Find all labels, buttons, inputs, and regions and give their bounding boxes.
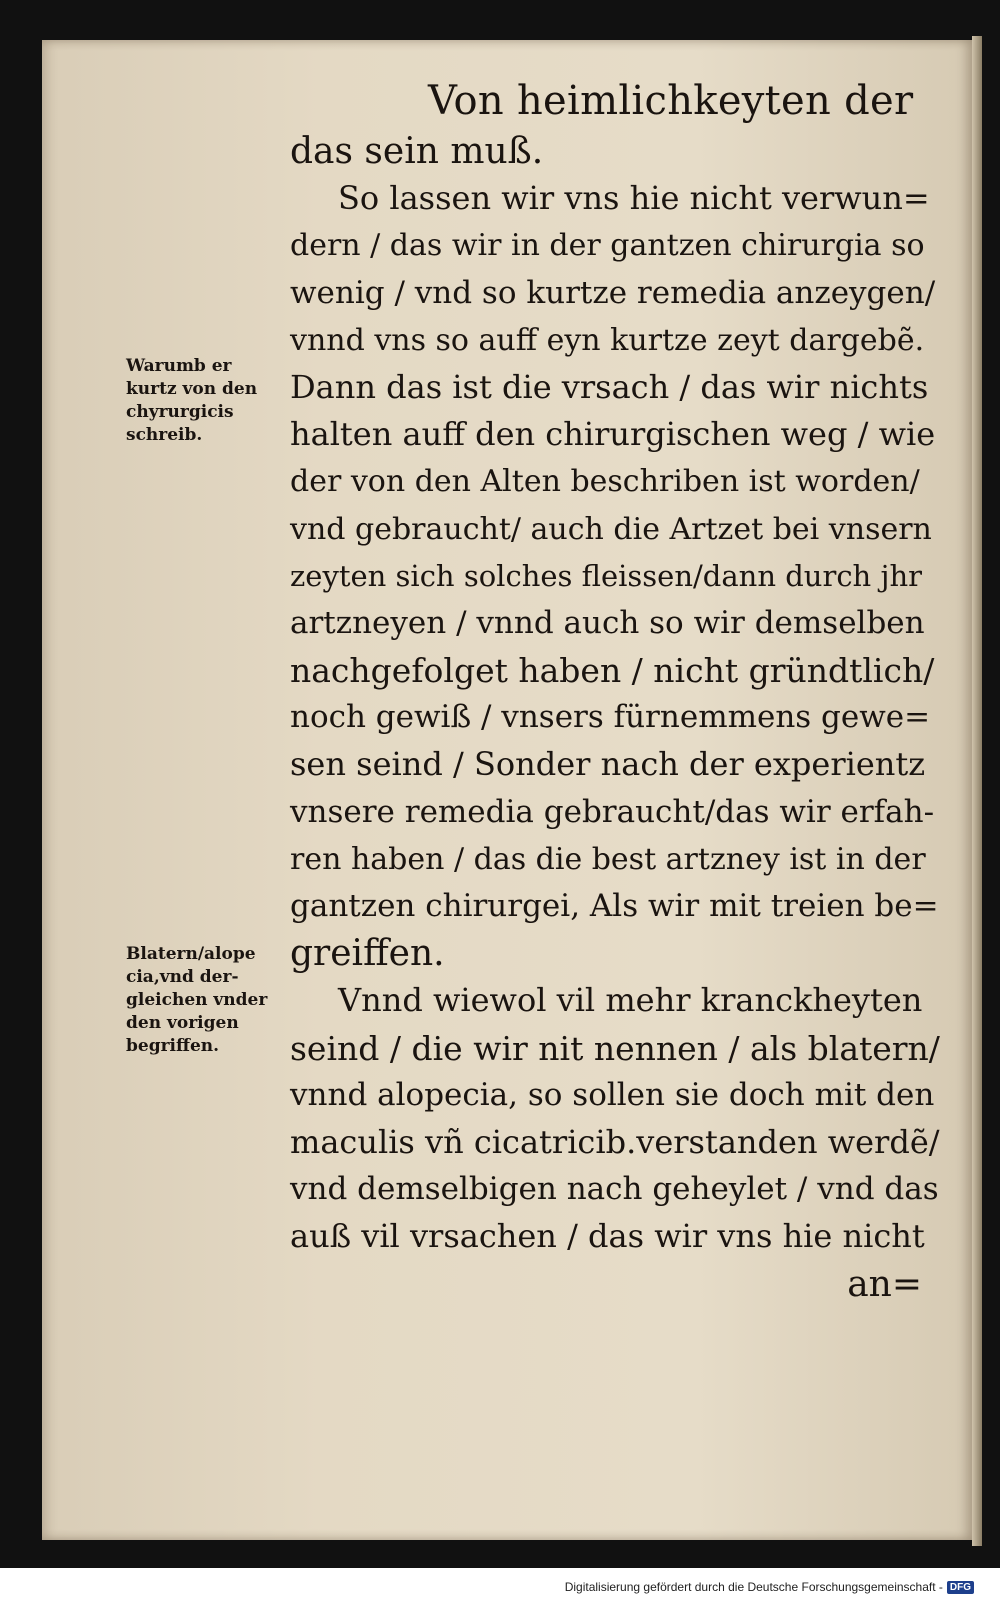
margin-note-line: chyrurgicis <box>126 402 234 422</box>
footer-credit <box>565 1580 974 1594</box>
margin-note-2 <box>126 943 288 1058</box>
text-line: der von den Alten beschriben ist worden/ <box>290 464 920 500</box>
text-line: Vnnd wiewol vil mehr kranckheyten <box>338 981 923 1020</box>
text-line: wenig / vnd so kurtze remedia anzeygen/ <box>290 274 936 311</box>
text-line: Dann das ist die vrsach / das wir nichts <box>290 367 929 406</box>
text-line: halten auff den chirurgischen weg / wie <box>290 415 936 454</box>
footer-text: Digitalisierung gefördert durch die Deutsche Forschungsgemeinschaft - <box>564 1580 943 1594</box>
text-line: vnd demselbigen nach geheylet / vnd das <box>290 1171 939 1208</box>
text-line: das sein muß. <box>290 131 544 172</box>
text-line: artzneyen / vnnd auch so wir demselben <box>290 604 925 641</box>
text-line: vnnd alopecia, so sollen sie doch mit den <box>290 1076 935 1113</box>
margin-note-1 <box>126 355 288 447</box>
text-line: vnd gebraucht/ auch die Artzet bei vnsern <box>290 511 932 547</box>
running-head: Von heimlichkeyten der <box>428 78 914 124</box>
text-line: zeyten sich solches fleissen/dann durch jhr <box>290 558 922 593</box>
text-line: greiffen. <box>290 933 445 975</box>
dfg-logo-icon: DFG <box>947 1581 974 1594</box>
page-edge <box>972 36 982 1546</box>
margin-note-line: gleichen vnder <box>126 990 268 1010</box>
body-text <box>290 128 940 1308</box>
text-line: nachgefolget haben / nicht gründtlich/ <box>290 651 935 691</box>
text-line: vnsere remedia gebraucht/das wir erfah- <box>290 793 935 830</box>
margin-note-line: kurtz von den <box>126 379 258 399</box>
text-line: maculis vñ cicatricib.verstanden werdẽ/ <box>290 1122 940 1161</box>
text-line: vnnd vns so auff eyn kurtze zeyt dargebẽ. <box>290 322 925 358</box>
text-line: sen seind / Sonder nach der experientz <box>290 745 926 784</box>
text-line: auß vil vrsachen / das wir vns hie nicht <box>290 1217 925 1256</box>
margin-note-line: schreib. <box>126 425 203 445</box>
text-line: So lassen wir vns hie nicht verwun= <box>338 179 930 218</box>
text-line: ren haben / das die best artzney ist in der <box>290 841 926 877</box>
text-line: noch gewiß / vnsers fürnemmens gewe= <box>290 699 931 736</box>
text-line: dern / das wir in der gantzen chirurgia so <box>290 228 925 264</box>
margin-note-line: begriffen. <box>126 1036 220 1056</box>
margin-note-line: Blatern/alope <box>126 944 256 964</box>
margin-note-line: cia,vnd der- <box>126 967 239 987</box>
text-line: seind / die wir nit nennen / als blatern/ <box>290 1028 940 1068</box>
text-line: gantzen chirurgei, Als wir mit treien be= <box>290 888 939 924</box>
text-line: an= <box>847 1263 922 1305</box>
margin-note-line: Warumb er <box>126 356 232 376</box>
margin-note-line: den vorigen <box>126 1013 239 1033</box>
